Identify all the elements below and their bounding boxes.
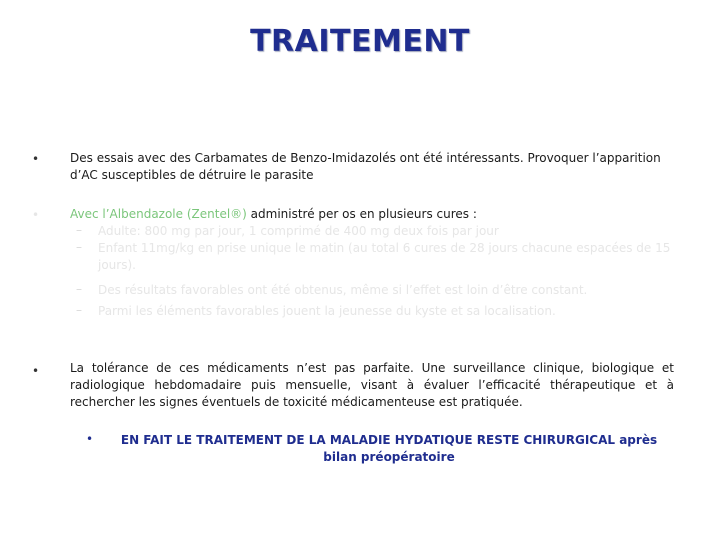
bullet-marker: • <box>32 364 40 378</box>
bullet-text-tolerance: La tolérance de ces médicaments n’est pas parfaite. Une surveillance clinique, biologique et radiologique hebdomadaire puis mensuelle, visant à évaluer l’efficacité thérapeutique et à rechercher les signes éventuels de toxicité médicamenteuse est pratiquée. <box>70 361 674 409</box>
sub-item-adulte: Adulte: 800 mg par jour, 1 comprimé de 400 mg deux fois par jour <box>98 224 499 238</box>
bullet-text-essais: Des essais avec des Carbamates de Benzo-Imidazolés ont été intéressants. Provoquer l’apparition d’AC susceptibles de détruire le parasite <box>70 151 661 182</box>
albendazole-highlight: Avec l’Albendazole (Zentel®) <box>70 207 247 221</box>
conclusion-text: EN FAIT LE TRAITEMENT DE LA MALADIE HYDATIQUE RESTE CHIRURGICAL après bilan préopératoire <box>120 433 658 464</box>
bullet-text-albendazole <box>70 206 674 223</box>
bullet-marker: • <box>32 152 40 166</box>
bullet-marker: • <box>32 208 40 222</box>
conclusion-bullet: • <box>86 432 94 446</box>
sub-dash: – <box>76 303 82 317</box>
albendazole-rest: administré per os en plusieurs cures : <box>246 207 477 221</box>
slide-title: TRAITEMENT <box>250 24 470 59</box>
sub-dash: – <box>76 223 82 237</box>
sub-item-resultats: Des résultats favorables ont été obtenus, même si l’effet est loin d’être constant. <box>98 283 588 297</box>
sub-dash: – <box>76 282 82 296</box>
sub-dash: – <box>76 240 82 254</box>
sub-item-elements: Parmi les éléments favorables jouent la jeunesse du kyste et sa localisation. <box>98 304 556 318</box>
sub-item-enfant: Enfant 11mg/kg en prise unique le matin (au total 6 cures de 28 jours chacune espacées de 15 jours). <box>98 241 671 272</box>
